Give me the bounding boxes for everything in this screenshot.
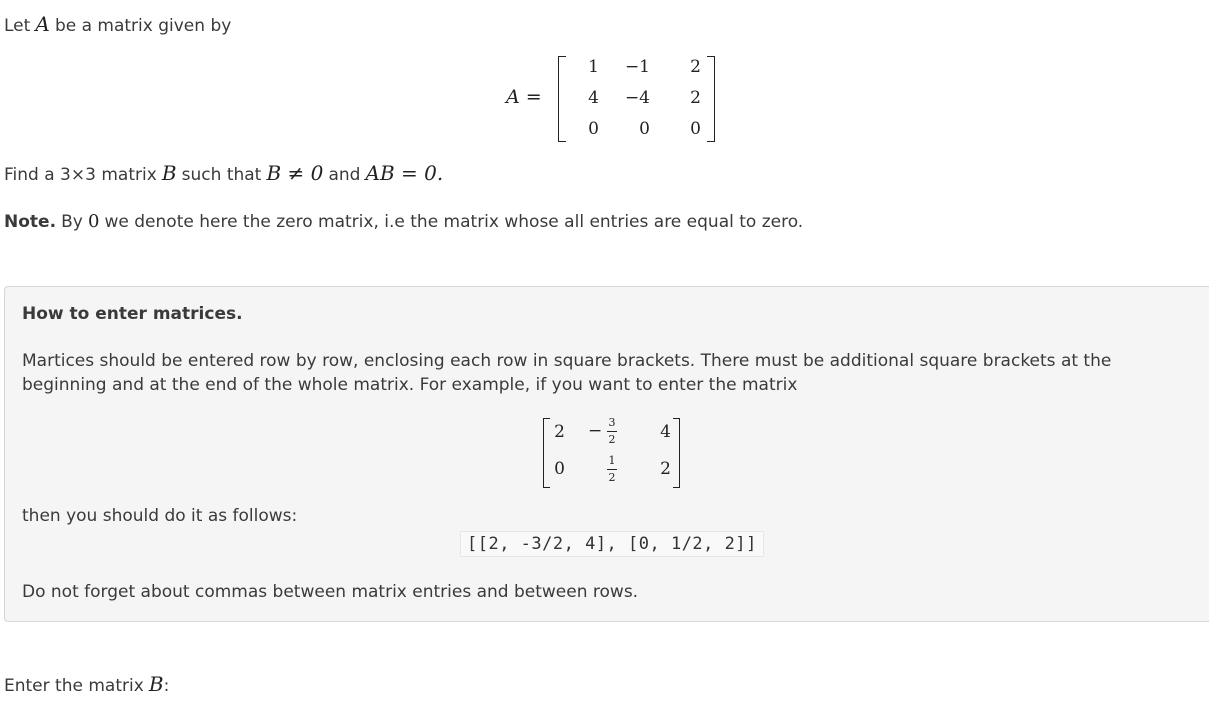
matrix-a-cell: −1 (624, 57, 650, 77)
matrix-a-label: A = (506, 86, 542, 108)
code-example: [[2, -3/2, 4], [0, 1/2, 2]] (460, 531, 764, 557)
help-paragraph-line-1: Martices should be entered row by row, enclosing each row in square brackets. There must be additional square brackets at the (22, 351, 1112, 371)
find-line (4, 161, 443, 185)
note-line (4, 211, 803, 232)
intro-prefix: Let (4, 16, 31, 36)
matrix-a-cell: 1 (588, 57, 599, 77)
find-and: and (328, 165, 361, 185)
reminder-text: Do not forget about commas between matrix entries and between rows. (22, 582, 639, 602)
condition-ab-zero: AB = 0. (365, 161, 444, 185)
example-right-bracket (673, 418, 680, 488)
example-minus-sign: − (588, 421, 603, 441)
example-cell: 2 (660, 459, 671, 479)
matrix-a-right-bracket (707, 56, 715, 142)
note-rest: we denote here the zero matrix, i.e the matrix whose all entries are equal to zero. (104, 212, 804, 232)
then-text: then you should do it as follows: (22, 506, 298, 526)
matrix-a-cell: −4 (624, 88, 650, 108)
example-frac-num: 3 (608, 416, 616, 429)
example-frac-den: 2 (608, 433, 616, 446)
example-frac-bar (607, 469, 617, 470)
example-cell: 0 (554, 459, 565, 479)
intro-line (4, 12, 231, 36)
example-cell: 4 (660, 422, 671, 442)
matrix-a-cell: 4 (588, 88, 599, 108)
intro-suffix: be a matrix given by (54, 16, 232, 36)
answer-prompt (4, 672, 169, 696)
find-prefix: Find a 3×3 matrix (4, 165, 157, 185)
matrix-a-cell: 0 (588, 119, 599, 139)
find-var-b: B (161, 161, 177, 185)
note-by: By (61, 212, 83, 232)
answer-prompt-var: B (148, 672, 164, 696)
find-mid: such that (181, 165, 262, 185)
matrix-a-cell: 0 (690, 119, 701, 139)
matrix-a-cell: 2 (690, 88, 701, 108)
matrix-a-cell: 0 (639, 119, 650, 139)
example-frac-bar (607, 431, 617, 432)
note-label: Note. (4, 212, 57, 232)
note-zero: 0 (87, 211, 100, 232)
condition-b-nonzero: B ≠ 0 (266, 161, 324, 185)
intro-var-a: A (35, 12, 50, 36)
help-title: How to enter matrices. (22, 304, 243, 324)
example-frac-num: 1 (608, 454, 616, 467)
answer-prompt-prefix: Enter the matrix (4, 676, 144, 696)
help-paragraph-line-2: beginning and at the end of the whole matrix. For example, if you want to enter the matrix (22, 375, 798, 395)
answer-prompt-suffix: : (163, 676, 170, 696)
example-frac-den: 2 (608, 471, 616, 484)
example-cell: 2 (554, 422, 565, 442)
matrix-a-left-bracket (558, 56, 566, 142)
matrix-a-cell: 2 (690, 57, 701, 77)
